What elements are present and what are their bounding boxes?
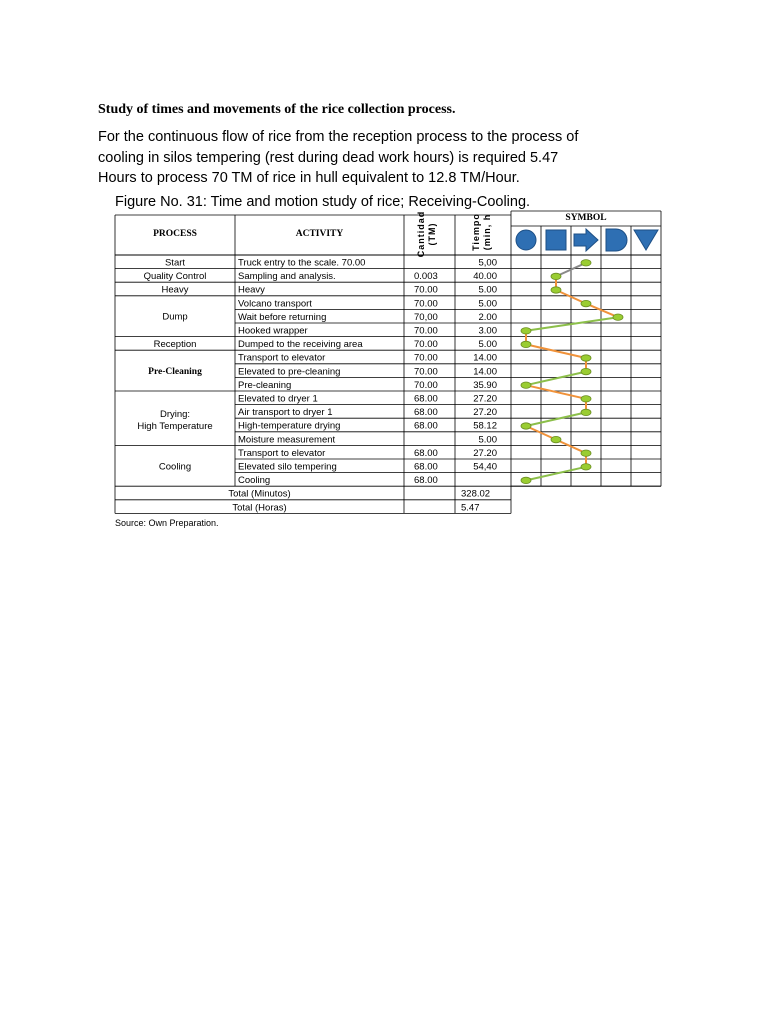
flow-point: [551, 287, 561, 293]
quantity-cell: 70.00: [414, 284, 438, 296]
flow-line: [526, 412, 586, 426]
time-cell: 5.00: [478, 298, 497, 310]
time-cell: 14.00: [473, 352, 497, 364]
process-label: High Temperature: [137, 421, 213, 433]
figure-caption: Figure No. 31: Time and motion study of rice; Receiving-Cooling.: [115, 194, 531, 210]
quantity-cell: 70,00: [414, 311, 438, 323]
process-label: Start: [164, 257, 186, 269]
process-label: Cooling: [158, 461, 192, 473]
flow-line: [526, 317, 618, 331]
source-note: Source: Own Preparation.: [115, 518, 219, 528]
time-cell: 5,00: [478, 257, 497, 269]
column-header-time-unit: (min, h: [482, 213, 492, 251]
time-cell: 27.20: [473, 407, 497, 419]
quantity-cell: 70.00: [414, 298, 438, 310]
flow-point: [521, 341, 531, 347]
activity-cell: Pre-cleaning: [238, 379, 292, 391]
flow-line: [526, 467, 586, 481]
inspection-symbol-icon: [546, 230, 566, 250]
time-cell: 54,40: [473, 461, 497, 473]
quantity-cell: 68.00: [414, 407, 438, 419]
quantity-cell: 68.00: [414, 393, 438, 405]
quantity-cell: 68.00: [414, 420, 438, 432]
quantity-cell: 68.00: [414, 447, 438, 459]
storage-symbol-icon: [634, 230, 658, 250]
activity-cell: Dumped to the receiving area: [238, 339, 363, 351]
flow-point: [581, 409, 591, 415]
flow-line: [586, 304, 618, 318]
column-header-quantity-unit: (TM): [427, 222, 437, 246]
quantity-cell: 70.00: [414, 352, 438, 364]
process-label: Drying:: [159, 409, 191, 421]
total-label: Total (Horas): [232, 502, 287, 514]
activity-cell: Truck entry to the scale. 70.00: [238, 257, 366, 269]
flow-point: [581, 260, 591, 266]
flow-point: [613, 314, 623, 320]
activity-cell: Elevated silo tempering: [238, 461, 337, 473]
total-value: 328.02: [461, 488, 491, 500]
activity-cell: Elevated to pre-cleaning: [238, 366, 341, 378]
process-label: Heavy: [161, 284, 189, 296]
activity-cell: Heavy: [238, 284, 265, 296]
time-cell: 27.20: [473, 393, 497, 405]
column-header-symbol: SYMBOL: [565, 213, 607, 223]
column-header-activity: ACTIVITY: [295, 229, 344, 239]
activity-cell: High-temperature drying: [238, 420, 341, 432]
quantity-cell: 68.00: [414, 475, 438, 487]
paragraph-line: For the continuous flow of rice from the reception process to the process of: [98, 129, 579, 145]
flow-line: [526, 344, 586, 358]
activity-cell: Transport to elevator: [238, 352, 326, 364]
time-cell: 5.00: [478, 434, 497, 446]
time-cell: 40.00: [473, 271, 497, 283]
time-cell: 27.20: [473, 447, 497, 459]
total-label: Total (Minutos): [228, 488, 291, 500]
quantity-cell: 70.00: [414, 366, 438, 378]
flow-point: [521, 423, 531, 429]
activity-cell: Elevated to dryer 1: [238, 393, 318, 405]
flow-point: [521, 382, 531, 388]
time-cell: 5.00: [478, 284, 497, 296]
operation-symbol-icon: [516, 230, 536, 250]
quantity-cell: 70.00: [414, 379, 438, 391]
activity-cell: Air transport to dryer 1: [238, 407, 333, 419]
flow-line: [526, 372, 586, 386]
time-cell: 35.90: [473, 379, 497, 391]
quantity-cell: 0.003: [414, 271, 438, 283]
paragraph-line: Hours to process 70 TM of rice in hull equivalent to 12.8 TM/Hour.: [98, 170, 520, 186]
time-cell: 5.00: [478, 339, 497, 351]
quantity-cell: 70.00: [414, 339, 438, 351]
process-label: Pre-Cleaning: [148, 367, 202, 378]
activity-cell: Wait before returning: [238, 311, 327, 323]
delay-symbol-icon: [606, 229, 627, 251]
activity-cell: Hooked wrapper: [238, 325, 308, 337]
flow-point: [551, 273, 561, 279]
column-header-time: Tiempo: [471, 213, 481, 251]
quantity-cell: 70.00: [414, 325, 438, 337]
activity-cell: Sampling and analysis.: [238, 271, 336, 283]
flow-point: [581, 368, 591, 374]
flow-point: [581, 450, 591, 456]
process-label: Dump: [162, 311, 188, 323]
activity-cell: Cooling: [238, 475, 271, 487]
transport-symbol-icon: [574, 229, 598, 251]
document-heading: Study of times and movements of the rice collection process.: [98, 102, 456, 117]
time-cell: 14.00: [473, 366, 497, 378]
flow-point: [521, 477, 531, 483]
flow-point: [581, 396, 591, 402]
flow-line: [526, 385, 586, 399]
flow-point: [551, 436, 561, 442]
activity-cell: Volcano transport: [238, 298, 312, 310]
time-cell: 2.00: [478, 311, 497, 323]
column-header-process: PROCESS: [153, 229, 197, 239]
time-cell: 58.12: [473, 420, 497, 432]
activity-cell: Transport to elevator: [238, 447, 326, 459]
process-label: Reception: [153, 338, 197, 350]
paragraph-line: cooling in silos tempering (rest during dead work hours) is required 5.47: [98, 149, 559, 166]
time-cell: 3.00: [478, 325, 497, 337]
process-label: Quality Control: [143, 270, 207, 282]
activity-cell: Moisture measurement: [238, 434, 336, 446]
total-value: 5.47: [461, 502, 480, 514]
flow-point: [521, 328, 531, 334]
flow-point: [581, 464, 591, 470]
flow-point: [581, 355, 591, 361]
flow-point: [581, 300, 591, 306]
column-header-quantity: Cantidad: [416, 210, 426, 258]
quantity-cell: 68.00: [414, 461, 438, 473]
